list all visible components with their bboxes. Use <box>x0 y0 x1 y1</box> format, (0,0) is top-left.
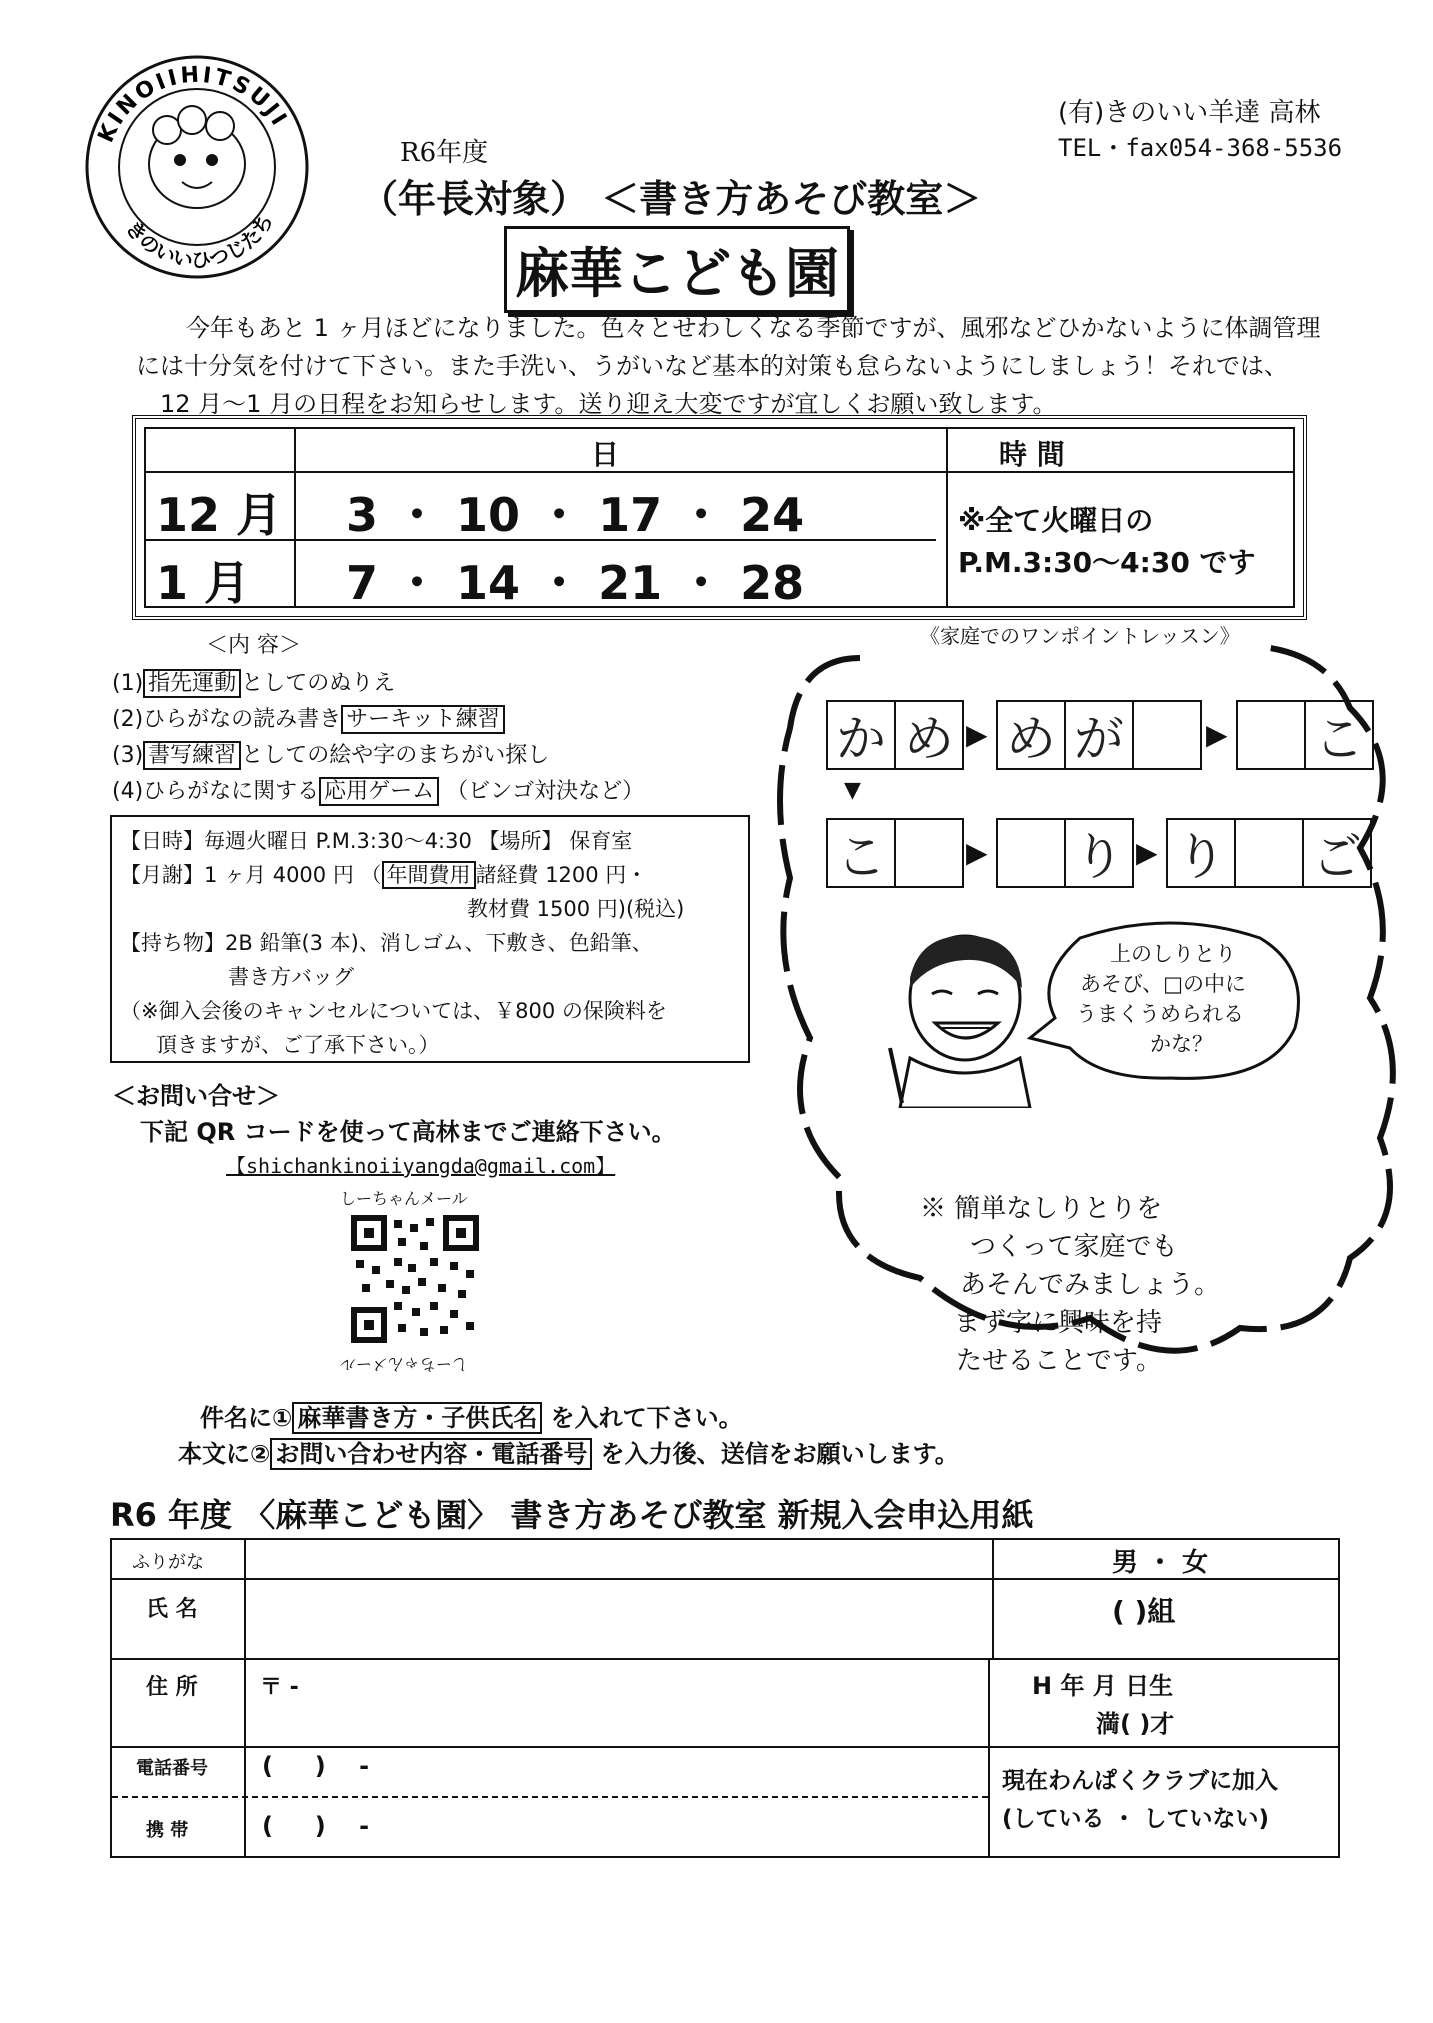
arrow-right-icon: ▶ <box>1206 718 1228 751</box>
note-line-5: たせることです。 <box>956 1346 1162 1376</box>
note-line-1: ※ 簡単なしりとりを <box>920 1194 1163 1224</box>
speech-line-4: かな？ <box>1150 1032 1213 1056</box>
shiritori-r1-c2: め <box>894 700 964 770</box>
shiritori-r1-c4: が <box>1064 700 1134 770</box>
form-label-furigana: ふりがな <box>132 1552 204 1573</box>
intro-line-3: 12 月〜1 月の日程をお知らせします。送り迎え大変ですが宜しくお願い致します。 <box>160 390 1057 418</box>
inquiry-email-link[interactable]: 【shichankinoiiyangda@gmail.com】 <box>226 1154 616 1178</box>
qr-caption: しーちゃんメール <box>340 1189 468 1208</box>
shiritori-r2-c1: こ <box>826 818 896 888</box>
arrow-right-icon: ▶ <box>966 718 988 751</box>
form-title: R6 年度 〈麻華こども園〉 書き方あそび教室 新規入会申込用紙 <box>110 1496 1034 1534</box>
class-input[interactable]: ( )組 <box>1112 1595 1176 1628</box>
inquiry-heading: ＜お問い合せ＞ <box>112 1082 280 1110</box>
schedule-days-dec: 3 ・ 10 ・ 17 ・ 24 <box>346 488 805 542</box>
shiritori-r2-c4: り <box>1064 818 1134 888</box>
schedule-time-line-1: ※全て火曜日の <box>958 504 1154 537</box>
info-datetime: 【日時】毎週火曜日 P.M.3:30〜4:30 【場所】 保育室 <box>120 829 633 853</box>
schedule-head-time: 時 間 <box>999 438 1065 471</box>
info-items: 【持ち物】2B 鉛筆(3 本)、消しゴム、下敷き、色鉛筆、 <box>120 931 653 955</box>
birthdate-input[interactable]: H 年 月 日生 <box>1032 1672 1174 1700</box>
intro-line-2: には十分気を付けて下さい。また手洗い、うがいなど基本的対策も怠らないようにしましょう！それでは、 <box>136 352 1288 380</box>
schedule-head-day: 日 <box>591 438 620 471</box>
age-input[interactable]: 満( )才 <box>1096 1710 1175 1738</box>
info-items-bag: 書き方バッグ <box>228 965 354 989</box>
logo-ring-text: KINOIIHITSUJI <box>93 62 293 147</box>
info-box <box>110 815 750 1063</box>
inquiry-subject: 件名に① 麻華書き方・子供氏名 を入れて下さい。 <box>200 1404 743 1432</box>
speech-line-3: うまくうめられる <box>1076 1002 1244 1026</box>
form-label-name: 氏 名 <box>146 1597 198 1622</box>
speech-line-2: あそび、□の中に <box>1080 972 1247 996</box>
application-form <box>110 1538 1340 1858</box>
arrow-right-icon: ▶ <box>966 836 988 869</box>
shiritori-r1-c7: こ <box>1304 700 1374 770</box>
info-fee: 【月謝】1 ヶ月 4000 円 （ 年間費用 諸経費 1200 円・ <box>120 863 648 887</box>
page-title: （年長対象） ＜書き方あそび教室＞ <box>360 177 982 221</box>
arrow-down-icon: ▼ <box>844 778 861 803</box>
phone-input[interactable]: ( ) - <box>262 1752 370 1780</box>
contents-item-1: (1) 指先運動 としてのぬりえ <box>112 671 396 696</box>
address-input[interactable]: 〒 - <box>260 1675 299 1700</box>
shiritori-r2-c6 <box>1234 818 1304 888</box>
company-name: (有)きのいい羊達 高林 <box>1058 98 1321 128</box>
qr-code[interactable] <box>310 1186 520 1386</box>
lesson-panel <box>770 618 1420 1418</box>
shiritori-r1-c1: か <box>826 700 896 770</box>
schedule-month-dec: 12 月 <box>156 488 283 542</box>
shiritori-r1-c5 <box>1132 700 1202 770</box>
contents-heading: ＜内 容＞ <box>206 633 301 658</box>
schedule-time-line-2: P.M.3:30〜4:30 です <box>958 546 1256 579</box>
form-label-address: 住 所 <box>146 1675 198 1700</box>
shiritori-r1-c3: め <box>996 700 1066 770</box>
info-cancel-1: （※御入会後のキャンセルについては、￥800 の保険料を <box>120 999 667 1023</box>
school-year: R6年度 <box>400 138 489 168</box>
contents-item-4: (4)ひらがなに関する 応用ゲーム （ビンゴ対決など） <box>112 779 645 804</box>
inquiry-body: 本文に② お問い合わせ内容・電話番号 を入力後、送信をお願いします。 <box>178 1440 959 1468</box>
info-cancel-2: 頂きますが、ご了承下さい。） <box>156 1033 440 1057</box>
shiritori-r2-c2 <box>894 818 964 888</box>
mobile-input[interactable]: ( ) - <box>262 1812 370 1840</box>
form-label-mobile: 携 帯 <box>146 1820 189 1841</box>
schedule-days-jan: 7 ・ 14 ・ 21 ・ 28 <box>346 556 805 610</box>
intro-line-1: 今年もあと 1 ヶ月ほどになりました。色々とせわしくなる季節ですが、風邪などひかないように体調管理 <box>186 314 1321 342</box>
note-line-4: まず字に興味を持 <box>954 1308 1163 1338</box>
contents-item-2: (2)ひらがなの読み書き サーキット練習 <box>112 702 505 733</box>
school-logo <box>82 52 312 282</box>
logo-bottom-text: きのいいひつじたち <box>120 209 279 273</box>
contents-item-3: (3) 書写練習 としての絵や字のまちがい探し <box>112 743 550 768</box>
shiritori-r1-c6 <box>1236 700 1306 770</box>
inquiry-line: 下記 QR コードを使って高林までご連絡下さい。 <box>140 1118 676 1146</box>
school-name: 麻華こども園 <box>504 226 850 313</box>
gender-select[interactable]: 男 ・ 女 <box>1112 1548 1209 1578</box>
note-line-2: つくって家庭でも <box>970 1232 1178 1262</box>
info-material-fee: 教材費 1500 円)(税込) <box>467 897 685 921</box>
qr-caption-bottom: しーちゃんメール <box>340 1355 468 1374</box>
arrow-right-icon: ▶ <box>1136 836 1158 869</box>
speech-line-1: 上のしりとり <box>1110 942 1236 966</box>
name-input[interactable] <box>256 1584 976 1650</box>
note-line-3: あそんでみましょう。 <box>960 1270 1221 1300</box>
contact-phone: TEL・fax054-368-5536 <box>1058 134 1343 162</box>
shiritori-r2-c3 <box>996 818 1066 888</box>
club-question: 現在わんぱくクラブに加入 <box>1002 1768 1278 1794</box>
lesson-title: 《家庭でのワンポイントレッスン》 <box>920 624 1240 648</box>
schedule-table <box>132 415 1307 620</box>
shiritori-r2-c5: り <box>1166 818 1236 888</box>
furigana-input[interactable] <box>256 1542 976 1576</box>
club-choice[interactable]: (している ・ していない) <box>1002 1806 1270 1832</box>
schedule-month-jan: 1 月 <box>156 556 251 610</box>
shiritori-r2-c7: ご <box>1302 818 1372 888</box>
form-label-phone: 電話番号 <box>136 1758 208 1779</box>
